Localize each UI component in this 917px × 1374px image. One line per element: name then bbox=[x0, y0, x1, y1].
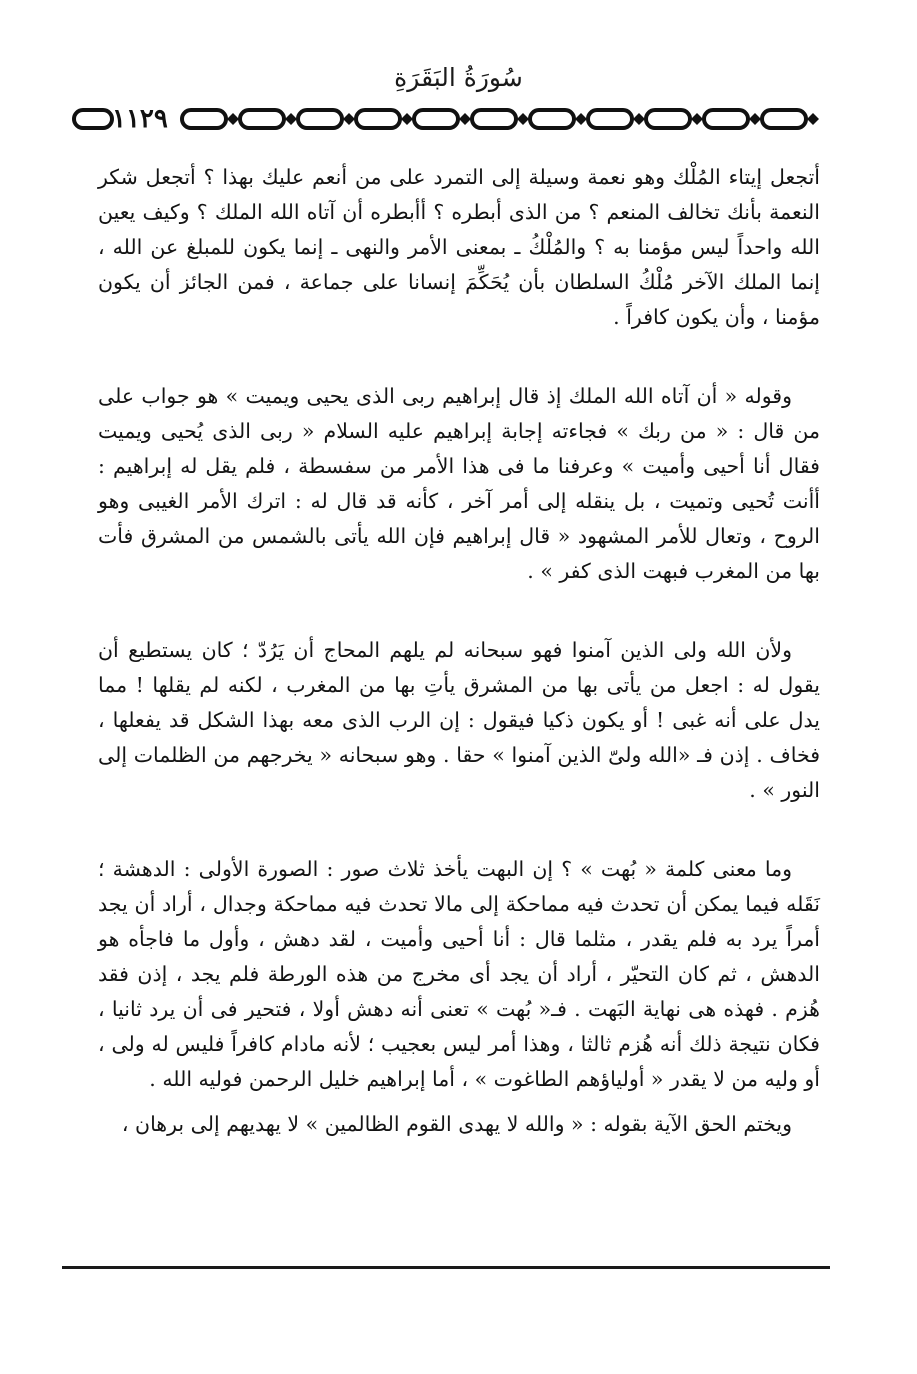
chain-diamond-icon bbox=[401, 113, 413, 125]
chain-diamond-icon bbox=[227, 113, 239, 125]
bottom-rule bbox=[62, 1266, 830, 1269]
chain-link-icon bbox=[240, 110, 284, 128]
chain-link-icon bbox=[414, 110, 458, 128]
chain-link-icon bbox=[356, 110, 400, 128]
chain-diamond-icon bbox=[343, 113, 355, 125]
chain-link-icon bbox=[472, 110, 516, 128]
chain-diamond-icon bbox=[285, 113, 297, 125]
chain-diamond-icon bbox=[517, 113, 529, 125]
chain-link-icon bbox=[704, 110, 748, 128]
surah-title: سُورَةُ البَقَرَةِ bbox=[394, 63, 523, 92]
paragraph-5: ويختم الحق الآية بقوله : « والله لا يهدى القوم الظالمين » لا يهديهم إلى برهان ، bbox=[121, 1112, 792, 1136]
chain-ornament-icon bbox=[70, 100, 848, 138]
paragraph-1: أتجعل إيتاء المُلْك وهو نعمة وسيلة إلى التمرد على من أنعم عليك بهذا ؟ أتجعل شكر النعمة بأنك تخالف المنعم ؟ من الذى أبطره ؟ أأبطره أن آتاه الله الملك ؟ وكيف يعين الله واحداً ليس مؤمنا به ؟ والمُلْكُ ـ بمعنى الأمر والنهى ـ إنما يكون للمبلغ عن الله ، إنما الملك الآخر مُلْكُ السلطان بأن يُحَكِّمَ إنسانا على جماعة ، فمن الجائز أن يكون مؤمنا ، وأن يكون كافراً . bbox=[98, 165, 820, 329]
chain-diamond-icon bbox=[459, 113, 471, 125]
chain-link-icon bbox=[298, 110, 342, 128]
paragraph-3: ولأن الله ولى الذين آمنوا فهو سبحانه لم يلهم المحاج أن يَرُدّ ؛ كان يستطيع أن يقول له : اجعل من يأتى بها من المشرق يأتِ بها من المغرب ، لكنه لم يقلها ! مما يدل على أنه غبى ! أو يكون ذكيا فيقول : إن الرب الذى معه بهذا الشكل قد يفعلها ، فخاف . إذن فـ «الله ولىّ الذين آمنوا » حقا . وهو سبحانه « يخرجهم من الظلمات إلى النور » . bbox=[98, 638, 820, 802]
chain-link-icon bbox=[530, 110, 574, 128]
body-text bbox=[98, 160, 820, 1186]
chain-diamond-icon bbox=[633, 113, 645, 125]
chain-diamond-icon bbox=[807, 113, 819, 125]
paragraph-4: وما معنى كلمة « بُهت » ؟ إن البهت يأخذ ثلاث صور : الصورة الأولى : الدهشة ؛ نَقَله فيما يمكن أن تحدث فيه مماحكة إلى مالا تحدث فيه مماحكة وجدال ، أراد أن يجد أمراً يرد به فلم يقدر ، مثلما قال : أنا أحيى وأميت ، لقد دهش ، وأول ما فاجأه هو الدهش ، ثم كان التحيّر ، أراد أن يجد أى مخرج من هذه الورطة فلم يجد ، إذن فقد هُزم . فهذه هى نهاية البَهت . فـ« بُهت » تعنى أنه دهش أولا ، فتحير فى أن يرد ثانيا ، فكان نتيجة ذلك أنه هُزم ثالثا ، وهذا أمر ليس بعجيب ؛ لأنه مادام كافراً فليس له ولى ، أو وليه من لا يقدر « أولياؤهم الطاغوت » ، أما إبراهيم خليل الرحمن فوليه الله . bbox=[98, 857, 820, 1091]
chain-link-icon bbox=[762, 110, 806, 128]
chain-link-icon bbox=[646, 110, 690, 128]
header-ornament-band bbox=[70, 100, 848, 138]
chain-link-icon bbox=[588, 110, 632, 128]
chain-link-icon bbox=[182, 110, 226, 128]
chain-diamond-icon bbox=[691, 113, 703, 125]
paragraph-2: وقوله « أن آتاه الله الملك إذ قال إبراهيم ربى الذى يحيى ويميت » هو جواب على من قال : « من ربك » فجاءته إجابة إبراهيم عليه السلام « ربى الذى يُحيى ويميت فقال أنا أحيى وأميت » وعرفنا ما فى هذا الأمر من سفسطة ، فلم يقل له إبراهيم : أأنت تُحيى وتميت ، بل ينقله إلى أمر آخر ، كأنه قد قال له : اترك الأمر الغيبى وهو الروح ، وتعال للأمر المشهود « قال إبراهيم فإن الله يأتى بالشمس من المشرق فأت بها من المغرب فبهت الذى كفر » . bbox=[98, 384, 820, 583]
chain-diamond-icon bbox=[749, 113, 761, 125]
page-number: ١١٢٩ bbox=[112, 104, 168, 134]
chain-diamond-icon bbox=[575, 113, 587, 125]
